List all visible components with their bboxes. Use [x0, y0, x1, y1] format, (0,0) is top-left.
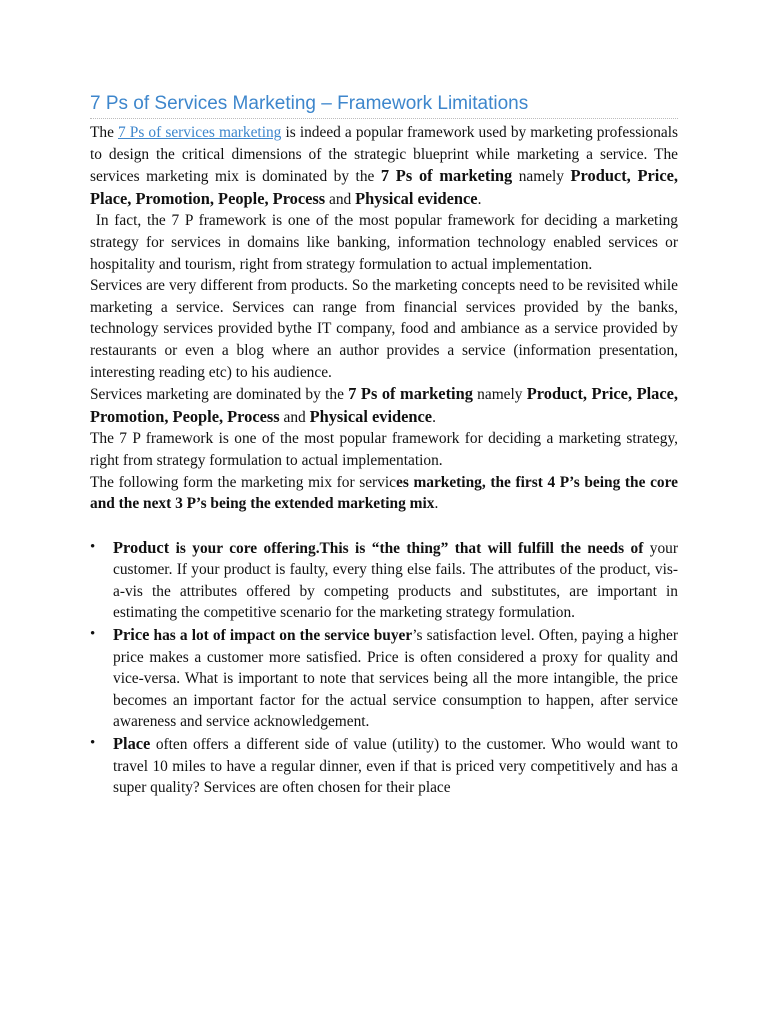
- bold-phrase: is your core offering.This is “the thing” that will fulfill the needs of: [169, 539, 644, 557]
- list-item-body: often offers a different side of value (utility) to the customer. Who would want to travel 10 miles to have a regular dinner, even if that is priced very competitively and has a super quality? Services are often chosen for their place: [113, 736, 678, 797]
- paragraph-services: Services are very different from products. So the marketing concepts need to be revisited while marketing a service. Services can range from financial services provided by the banks, technology services provided bythe IT company, food and ambiance as a service provided by restaurants or even a blog where an author provides a service (information presentation, interesting reading etc) to his audience.: [90, 277, 678, 381]
- spacer: [90, 515, 678, 537]
- body-text: .: [434, 495, 439, 513]
- bold-term: 7 Ps of marketing: [348, 384, 473, 404]
- list-item-text: [113, 624, 678, 733]
- paragraph-framework: In fact, the 7 P framework is one of the most popular framework for deciding a marketing strategy for services in domains like banking, information technology enabled services or hospitality and tourism, right from strategy formulation to actual implementation.: [90, 212, 682, 273]
- list-item-text: [113, 733, 678, 799]
- bullet-list: [90, 537, 678, 799]
- page-title: 7 Ps of Services Marketing – Framework Limitations: [90, 92, 678, 119]
- body-text: and: [279, 408, 310, 426]
- bold-term: 7 Ps of marketing: [380, 166, 513, 186]
- bold-term: Physical evidence: [309, 406, 433, 426]
- list-item-body: your customer. If your product is faulty, every thing else fails. The attributes of the product, vis-a-vis the attributes offered by competing products and substitutes, are important in estimating the competitive scenario for the marketing strategy formulation.: [113, 539, 678, 622]
- body-text: .: [432, 408, 436, 426]
- bold-term: Physical evidence: [355, 188, 478, 208]
- paragraph-7p: The 7 P framework is one of the most popular framework for deciding a marketing strategy, right from strategy formulation to actual implementation.: [90, 430, 678, 469]
- list-item-term: Place: [113, 734, 151, 754]
- intro-text: is indeed a popular framework used by marketing professionals to design the critical dimensions of the strategic blueprint while marketing a service. The services marketing mix is dominated by the: [90, 124, 679, 186]
- intro-text: namely: [512, 168, 571, 186]
- body-text: The following form the marketing mix for servic: [90, 473, 396, 491]
- bold-term: Product, Price, Place, Promotion, People, Process: [90, 384, 678, 426]
- body-text: Services marketing are dominated by the: [90, 386, 349, 404]
- list-item: [90, 537, 678, 624]
- list-item-text: [113, 537, 678, 624]
- bold-term: es marketing, the first 4 P’s being the core and the next 3 P’s being the extended marketing mix: [90, 473, 678, 513]
- bold-phrase: has a lot of impact on the service buyer: [149, 627, 413, 645]
- bullet-icon: •: [90, 626, 96, 643]
- bullet-icon: •: [90, 735, 96, 752]
- bullet-icon: •: [90, 538, 96, 555]
- services-marketing-link[interactable]: 7 Ps of services marketing: [118, 124, 282, 141]
- body-text: namely: [472, 386, 527, 404]
- list-item-term: Product: [113, 537, 170, 557]
- intro-text: .: [477, 190, 482, 208]
- paragraph-dominated: [90, 383, 678, 428]
- list-item: [90, 733, 678, 799]
- bold-term: Product, Price, Place, Promotion, People, Process: [90, 166, 679, 208]
- intro-text: The: [90, 124, 119, 141]
- list-item-term: Price: [113, 625, 150, 645]
- intro-text: and: [325, 190, 356, 208]
- paragraph-mix: [90, 472, 678, 515]
- list-item-body: ’s satisfaction level. Often, paying a higher price makes a customer more satisfied. Price is often considered a proxy for quality and vice-versa. What is important to note that services being all the more intangible, the price becomes an important factor for the actual service consumption to happen, after service awareness and service acknowledgement.: [113, 627, 678, 731]
- list-item: [90, 624, 678, 733]
- paragraph-intro: [90, 122, 678, 210]
